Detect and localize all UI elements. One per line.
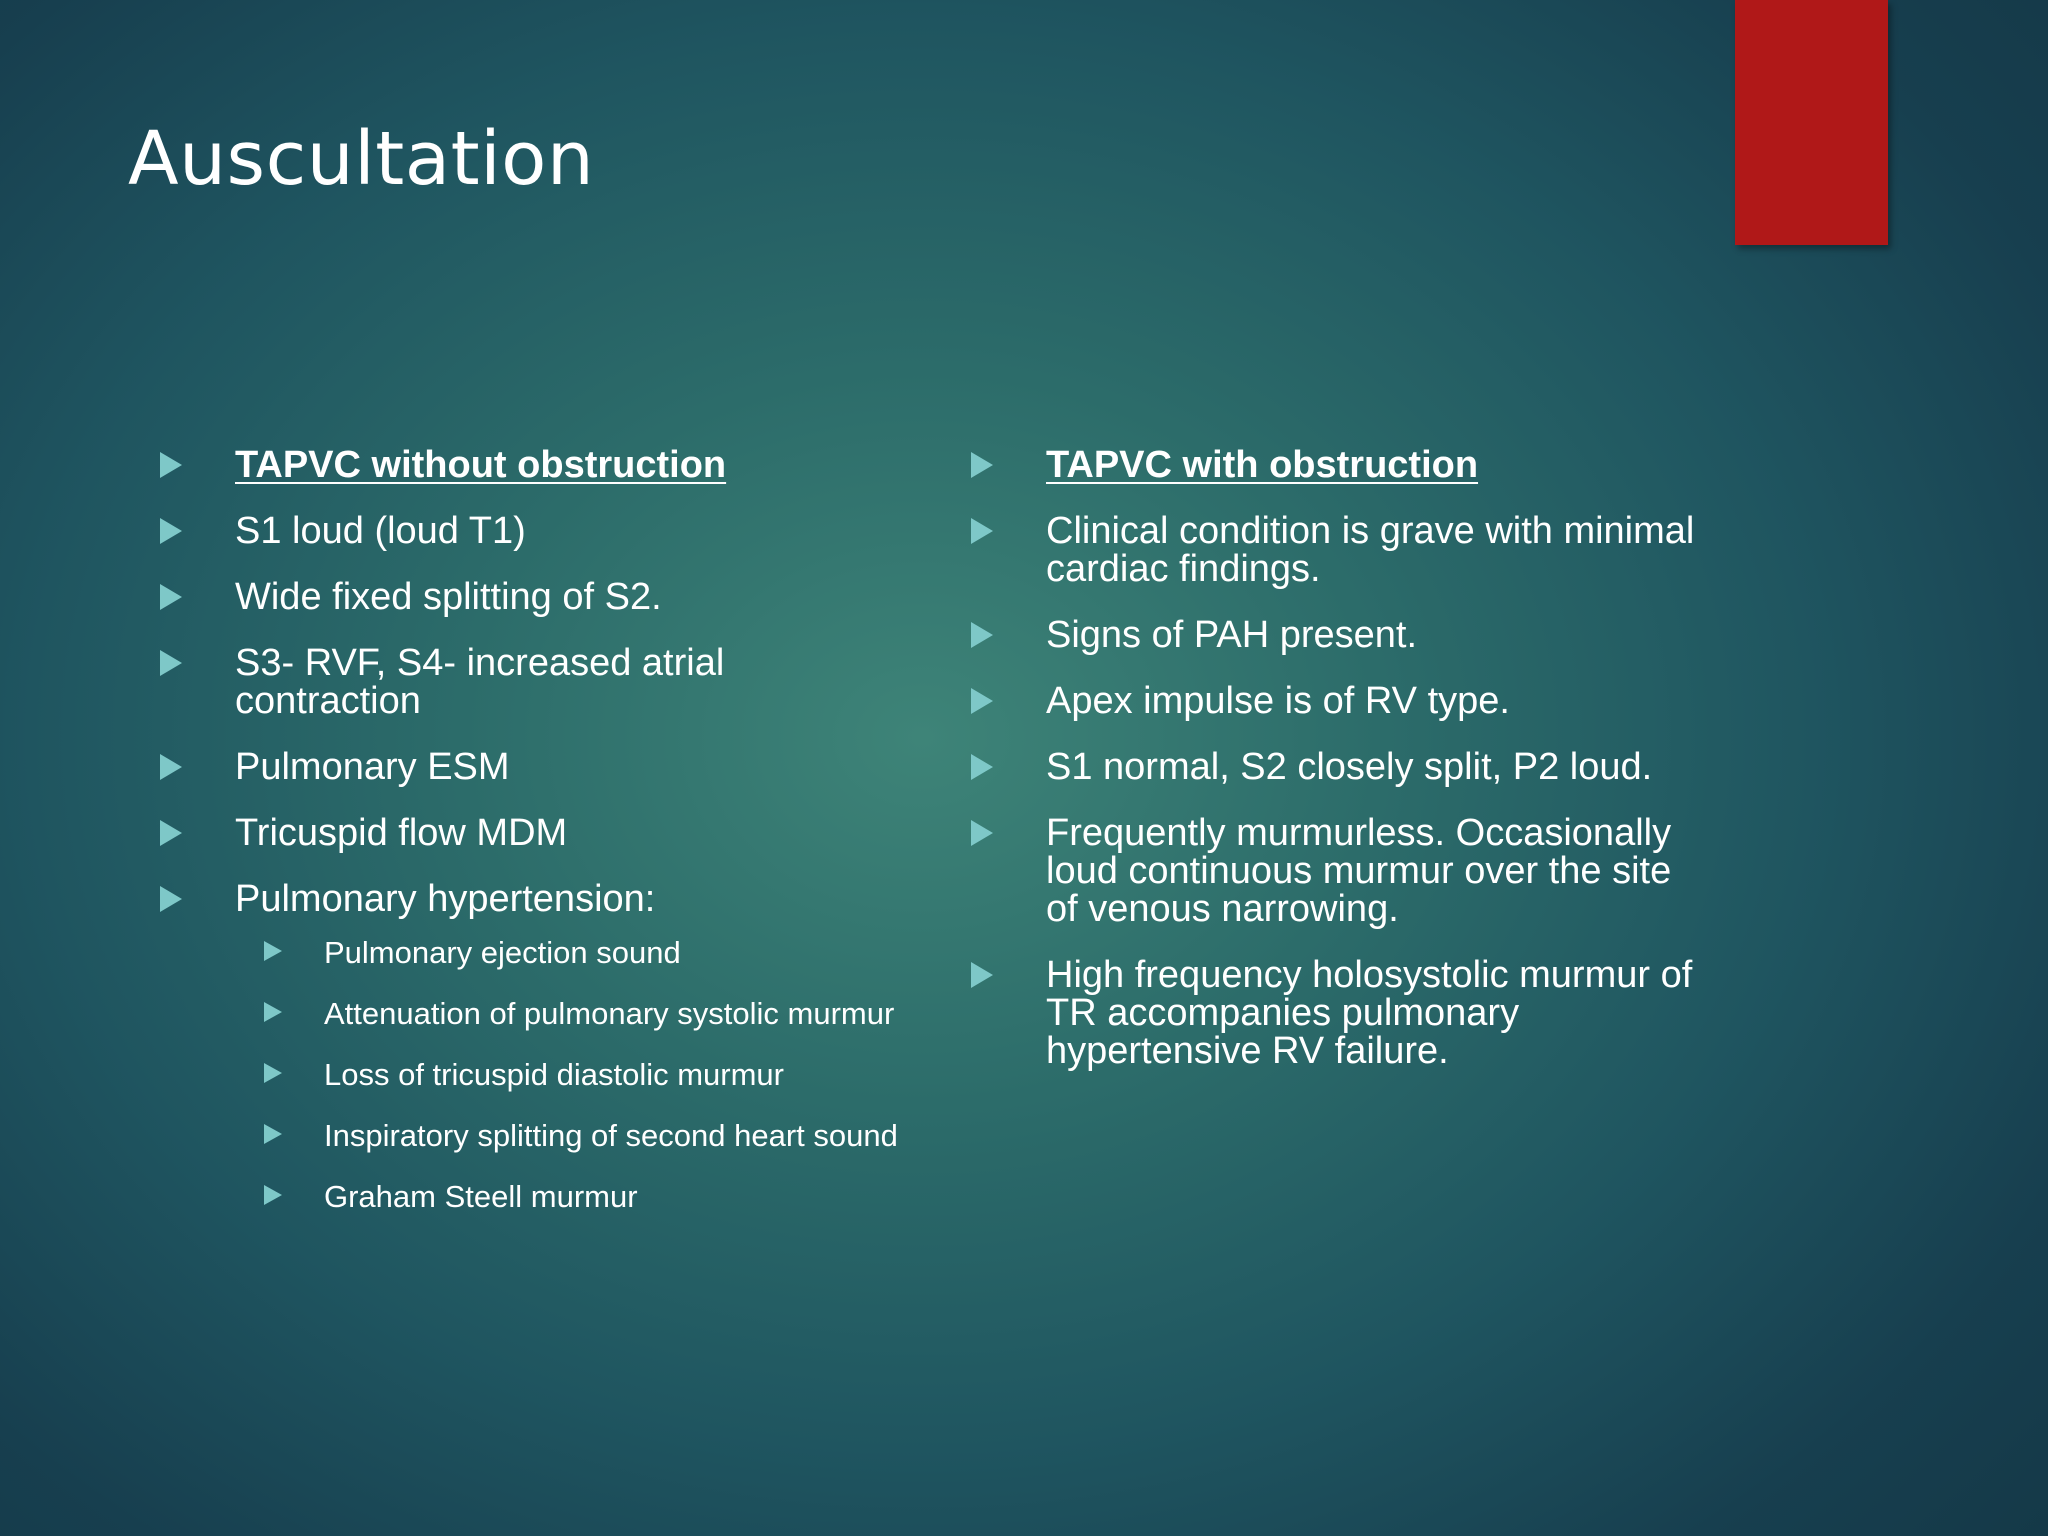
right-column-list <box>965 446 1705 1098</box>
sub-list <box>154 936 914 1213</box>
right-column-header: TAPVC with obstruction <box>1046 444 1479 486</box>
triangle-bullet-icon <box>264 1063 282 1083</box>
sub-list-item <box>154 1058 914 1091</box>
sub-item-text: Loss of tricuspid diastolic murmur <box>324 1057 784 1092</box>
triangle-bullet-icon <box>264 1002 282 1022</box>
triangle-bullet-icon <box>971 688 993 714</box>
accent-tab <box>1735 0 1888 245</box>
triangle-bullet-icon <box>264 941 282 961</box>
triangle-bullet-icon <box>971 820 993 846</box>
triangle-bullet-icon <box>160 452 182 478</box>
item-text: Wide fixed splitting of S2. <box>235 576 662 618</box>
list-item <box>154 644 914 720</box>
item-text: S1 loud (loud T1) <box>235 510 526 552</box>
item-text: Signs of PAH present. <box>1046 614 1418 656</box>
list-item <box>965 814 1705 928</box>
item-text: S1 normal, S2 closely split, P2 loud. <box>1046 746 1653 788</box>
list-item <box>965 682 1705 720</box>
list-item <box>154 578 914 616</box>
triangle-bullet-icon <box>264 1185 282 1205</box>
sub-item-text: Inspiratory splitting of second heart sound <box>324 1118 898 1153</box>
sub-item-text: Pulmonary ejection sound <box>324 935 681 970</box>
sub-list-item <box>154 1119 914 1152</box>
item-text: Pulmonary ESM <box>235 746 510 788</box>
item-text: Tricuspid flow MDM <box>235 812 568 854</box>
item-text: Pulmonary hypertension: <box>235 878 656 920</box>
triangle-bullet-icon <box>160 650 182 676</box>
triangle-bullet-icon <box>971 452 993 478</box>
triangle-bullet-icon <box>971 962 993 988</box>
item-text: High frequency holosystolic murmur of TR accompanies pulmonary hypertensive RV failure. <box>1046 954 1693 1072</box>
triangle-bullet-icon <box>971 622 993 648</box>
item-text: Apex impulse is of RV type. <box>1046 680 1510 722</box>
sub-item-text: Attenuation of pulmonary systolic murmur <box>324 996 895 1031</box>
sub-list-item <box>154 1180 914 1213</box>
triangle-bullet-icon <box>160 754 182 780</box>
list-item <box>154 814 914 852</box>
left-column-header: TAPVC without obstruction <box>235 444 727 486</box>
triangle-bullet-icon <box>264 1124 282 1144</box>
triangle-bullet-icon <box>160 584 182 610</box>
triangle-bullet-icon <box>971 518 993 544</box>
sub-list-item <box>154 936 914 969</box>
list-item <box>965 512 1705 588</box>
sub-item-text: Graham Steell murmur <box>324 1179 638 1214</box>
left-column-list <box>154 446 914 1241</box>
list-item <box>154 880 914 1213</box>
list-item <box>965 616 1705 654</box>
item-text: Clinical condition is grave with minimal cardiac findings. <box>1046 510 1695 590</box>
list-item <box>154 512 914 550</box>
list-item <box>965 748 1705 786</box>
triangle-bullet-icon <box>971 754 993 780</box>
item-text: Frequently murmurless. Occasionally loud continuous murmur over the site of venous narrowing. <box>1046 812 1672 930</box>
triangle-bullet-icon <box>160 518 182 544</box>
triangle-bullet-icon <box>160 886 182 912</box>
list-item-header-left <box>154 446 914 484</box>
triangle-bullet-icon <box>160 820 182 846</box>
slide-title: Auscultation <box>128 116 595 202</box>
list-item-header-right <box>965 446 1705 484</box>
list-item <box>154 748 914 786</box>
list-item <box>965 956 1705 1070</box>
item-text: S3- RVF, S4- increased atrial contraction <box>235 642 725 722</box>
sub-list-item <box>154 997 914 1030</box>
